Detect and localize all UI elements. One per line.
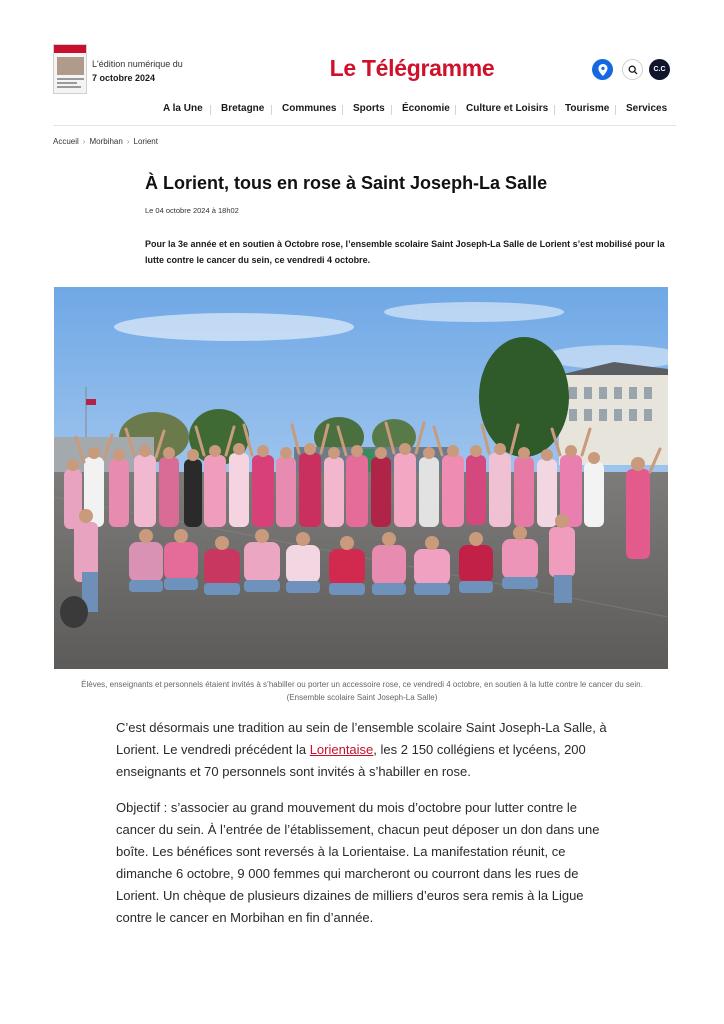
search-icon [628, 65, 638, 75]
nav-item-culture-et-loisirs[interactable]: Culture et Loisirs [466, 103, 549, 114]
article-paragraph-2: Objectif : s’associer au grand mouvement du mois d’octobre pour lutter contre le cancer du sein. À l’entrée de l’établissement, chacun peut déposer un don dans une boîte. Les bénéfices sont reversés à la Lorientaise. La manifestation réunit, ce dimanche 6 octobre, 9 000 femmes qui marcheront ou courront dans les rues de Lorient. Un chèque de plusieurs dizaines de milliers d’euros sera remis à la Ligue contre le cancer en Morbihan en fin d’année. [116, 800, 600, 925]
nav-item-sports[interactable]: Sports [353, 103, 385, 114]
nav-item-communes[interactable]: Communes [282, 103, 337, 114]
nav-divider [53, 125, 676, 126]
breadcrumb-item-accueil[interactable]: Accueil [53, 137, 79, 146]
edition-date: 7 octobre 2024 [92, 73, 156, 83]
photo-caption: Élèves, enseignants et personnels étaient invités à s’habiller ou porter un accessoire rose, ce vendredi 4 octobre, en soutien à la lutte contre le cancer du sein. (Ensemble scolaire Saint Joseph-La Salle) [81, 680, 643, 702]
location-pin-icon [598, 64, 608, 76]
breadcrumb-item-lorient[interactable]: Lorient [133, 137, 158, 146]
edition-label: L'édition numérique du [92, 59, 183, 69]
location-button[interactable] [592, 59, 613, 80]
nav-item-services[interactable]: Services [626, 103, 668, 114]
breadcrumb-item-morbihan[interactable]: Morbihan [89, 137, 123, 146]
digital-edition-thumbnail[interactable] [53, 44, 87, 94]
breadcrumb: Accueil › Morbihan › Lorient [53, 137, 158, 146]
article-photo[interactable] [54, 287, 668, 669]
nav-item-bretagne[interactable]: Bretagne [221, 103, 265, 114]
nav-item-a-la-une[interactable]: A la Une [163, 103, 203, 114]
nav-item-economie[interactable]: Économie [402, 103, 450, 114]
main-navigation [0, 99, 724, 121]
article-title: À Lorient, tous en rose à Saint Joseph-La Salle [145, 173, 548, 193]
search-button[interactable] [622, 59, 643, 80]
user-avatar-button[interactable]: C.C [649, 59, 670, 80]
article-paragraph-1: C’est désormais une tradition au sein de l’ensemble scolaire Saint Joseph-La Salle, à Lorient. Le vendredi précédent la Lorientaise, les 2 150 collégiens et lycéens, 200 enseignants et 70 personnels sont invités à s’habiller en rose. [116, 720, 607, 779]
site-header [0, 40, 724, 98]
article-body [116, 717, 608, 943]
article-lead: Pour la 3e année et en soutien à Octobre rose, l’ensemble scolaire Saint Joseph-La Salle de Lorient s’est mobilisé pour la lutte contre le cancer du sein, ce vendredi 4 octobre. [145, 239, 665, 265]
site-logo[interactable]: Le Télégramme [329, 55, 495, 81]
nav-item-tourisme[interactable]: Tourisme [565, 103, 610, 114]
digital-edition-link[interactable] [92, 57, 183, 85]
lorientaise-link[interactable]: Lorientaise [309, 742, 374, 757]
article-timestamp: Le 04 octobre 2024 à 18h02 [145, 206, 239, 215]
